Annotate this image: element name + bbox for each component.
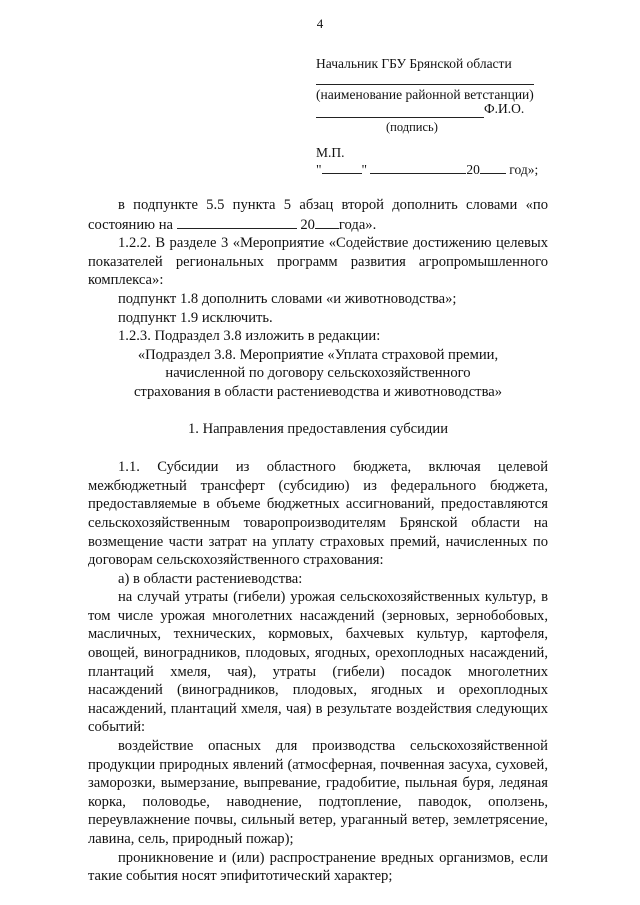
paragraph-crop-area: а) в области растениеводства: xyxy=(118,570,303,587)
date-line xyxy=(316,160,538,179)
section-heading: 1. Направления предоставления субсидии xyxy=(187,420,448,437)
paragraph-amend-end: года». xyxy=(338,216,377,233)
signature-caption: (наименование районной ветстанции) xyxy=(316,87,534,102)
paragraph-subpoint-1-9: подпункт 1.9 исключить. xyxy=(118,309,273,326)
paragraph-1-2-2: 1.2.2. В разделе 3 «Мероприятие «Содействие достижению целевых показателей региональных программ развития агропромышленного комплекса»: xyxy=(88,235,548,289)
subsection-title-line-1: «Подраздел 3.8. Мероприятие «Уплата страховой премии, xyxy=(137,346,499,363)
page-number: 4 xyxy=(316,16,324,31)
paragraph-amend-start: в подпункте 5.5 пункта 5 абзац второй дополнить словами «по состоянию на xyxy=(88,197,548,233)
sign-caption: (подпись) xyxy=(386,120,438,134)
date-month-blank xyxy=(370,160,466,174)
document-body xyxy=(88,196,548,886)
paragraph-pests: проникновение и (или) распространение вредных организмов, если такие события носят эпифитотический характер; xyxy=(88,849,548,885)
signature-title: Начальник ГБУ Брянской области xyxy=(316,56,512,71)
date-close-quote: " xyxy=(361,162,368,177)
subsection-title-line-2: начисленной по договору сельскохозяйственного xyxy=(165,365,471,382)
signature-line xyxy=(316,84,534,85)
date-year-prefix: 20 xyxy=(466,162,480,177)
paragraph-crop-loss: на случай утраты (гибели) урожая сельскохозяйственных культур, в том числе урожая многолетних насаждений (зерновых, зернобобовых, масличных, технических, кормовых, бахчевых культур, картофеля, овощей, виноградников, плодовых, ягодных, орехоплодных насаждений, плантаций хмеля, чая), утраты (гибели) посадок многолетних насаждений (виноградников, плодовых, ягодных и орехоплодных насаждений, плантаций хмеля, чая) в результате воздействия следующих событий: xyxy=(88,589,548,736)
paragraph-amend-year: 20 xyxy=(300,216,315,233)
date-blank xyxy=(177,215,297,229)
date-year-suffix: год»; xyxy=(509,162,539,177)
date-open-quote: " xyxy=(316,162,322,177)
signature-fio-line xyxy=(316,103,484,118)
year-blank xyxy=(315,215,339,229)
subsection-title-line-3: страхования в области растениеводства и животноводства» xyxy=(133,383,503,400)
date-day-blank xyxy=(322,160,362,174)
paragraph-1-1: 1.1. Субсидии из областного бюджета, включая целевой межбюджетный трансферт (субсидию) из федерального бюджета, предоставляемые в объеме бюджетных ассигнований, предоставляются сельскохозяйственным товаропроизводителям Брянской области на возмещение части затрат на уплату страховых премий, начисленных по договорам сельскохозяйственного страхования: xyxy=(88,459,548,569)
paragraph-subpoint-1-8: подпункт 1.8 дополнить словами «и животноводства»; xyxy=(118,290,457,307)
fio-label: Ф.И.О. xyxy=(484,101,525,116)
stamp-place-label: М.П. xyxy=(316,145,345,160)
paragraph-amend xyxy=(88,196,548,234)
paragraph-natural-events: воздействие опасных для производства сельскохозяйственной продукции природных явлений (атмосферная, почвенная засуха, суховей, заморозки, вымерзание, выпревание, градобитие, пыльная буря, ледяная корка, половодье, наводнение, подтопление, паводок, оползень, переувлажнение почвы, сильный ветер, ураганный ветер, землетрясение, лавина, сель, природный пожар); xyxy=(88,738,548,847)
paragraph-1-2-3: 1.2.3. Подраздел 3.8 изложить в редакции: xyxy=(118,328,381,345)
date-year-blank xyxy=(480,160,506,174)
